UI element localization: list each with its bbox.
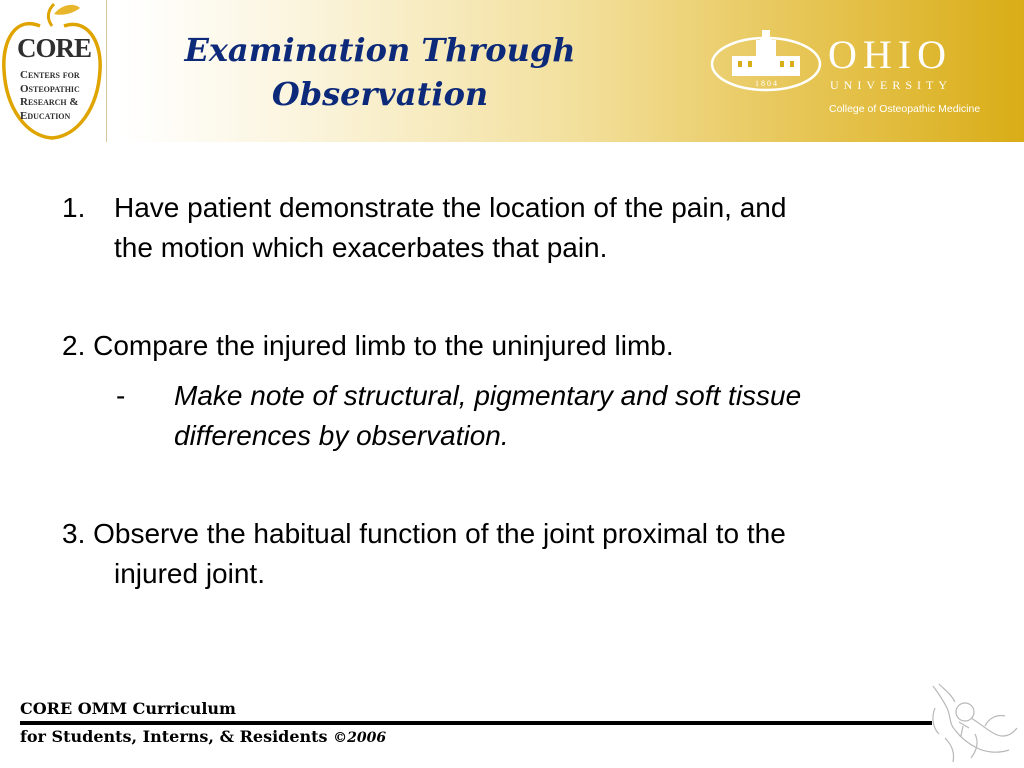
core-subtitle-line: Osteopathic: [20, 82, 80, 95]
college-name: College of Osteopathic Medicine: [829, 103, 981, 115]
header-divider: [106, 0, 107, 142]
item-3-text-line: 3. Observe the habitual function of the joint proximal to the: [62, 518, 786, 549]
footer-audience: [20, 727, 386, 746]
core-logo-subtitle: [20, 69, 104, 123]
item-2-text-line: 2. Compare the injured limb to the uninjured limb.: [62, 330, 674, 361]
footer-curriculum: CORE OMM Curriculum: [20, 699, 236, 718]
footer-audience-text: for Students, Interns, & Residents: [20, 727, 328, 746]
item-1-number: 1.: [62, 192, 86, 223]
ohio-university-name: OHIO: [828, 32, 952, 77]
item-1-text-line: Have patient demonstrate the location of the pain, and: [114, 192, 787, 223]
sub-item-text-line: differences by observation.: [174, 420, 509, 451]
item-3-text-line: injured joint.: [114, 558, 265, 589]
skeleton-sketch-icon: [925, 678, 1021, 766]
core-logo-title: CORE: [17, 33, 92, 63]
slide-title-line: Observation: [271, 75, 489, 113]
slide-title-line: Examination Through: [184, 31, 576, 69]
footer-copyright: ©2006: [333, 730, 387, 746]
core-subtitle-line: Education: [20, 109, 71, 122]
core-subtitle-line: Research &: [20, 96, 79, 108]
slide-title: [120, 28, 640, 116]
sub-item-text-line: Make note of structural, pigmentary and soft tissue: [174, 380, 802, 411]
slide-header: [0, 0, 1024, 142]
sub-item-dash: -: [116, 380, 126, 411]
footer-rule: [20, 721, 932, 725]
item-1-text-line: the motion which exacerbates that pain.: [114, 232, 608, 263]
seal-year: 1 8 0 4: [755, 79, 777, 88]
ohio-university-seal-icon: [710, 26, 822, 92]
ohio-university-label: UNIVERSITY: [830, 78, 952, 92]
core-subtitle-line: Centers for: [20, 69, 80, 81]
